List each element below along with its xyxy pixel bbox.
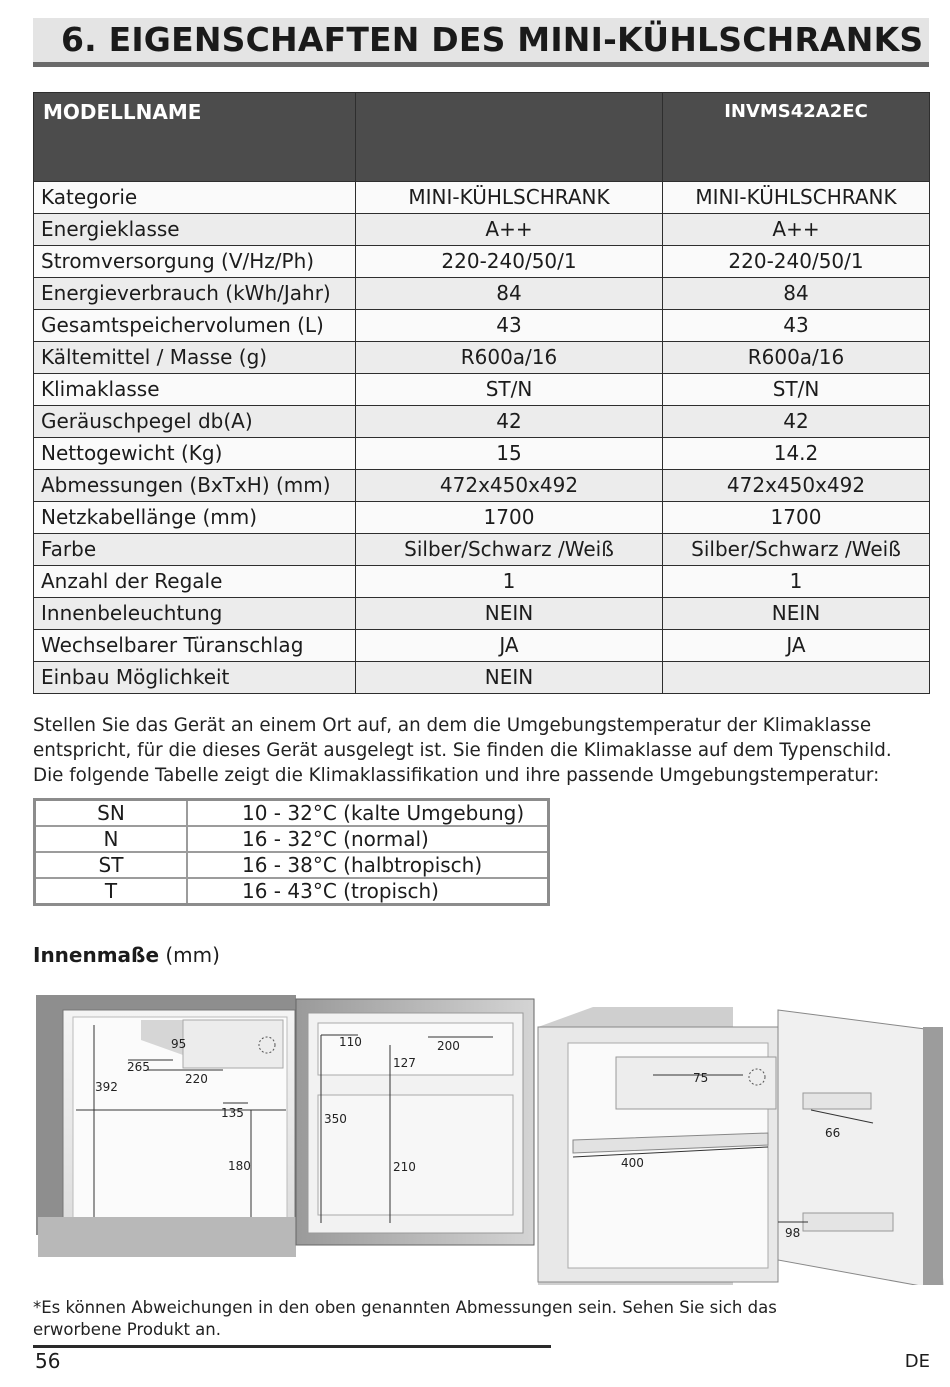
fridge-front-view [36, 995, 296, 1257]
spec-label-cell: Kältemittel / Masse (g) [34, 342, 356, 374]
spec-row [34, 470, 930, 502]
spec-value-cell: 84 [356, 278, 663, 310]
spec-value-cell: 42 [663, 406, 930, 438]
inner-dimensions-heading [33, 943, 220, 967]
dim-label: 265 [127, 1060, 150, 1074]
spec-label-cell: Kategorie [34, 182, 356, 214]
language-code: DE [904, 1351, 930, 1372]
climate-row [35, 852, 549, 878]
spec-row [34, 630, 930, 662]
dim-label: 110 [339, 1035, 362, 1049]
spec-row [34, 278, 930, 310]
climate-paragraph [33, 713, 933, 788]
footnote [33, 1297, 913, 1341]
climate-class-table [33, 798, 550, 906]
spec-label-cell: Stromversorgung (V/Hz/Ph) [34, 246, 356, 278]
spec-value-cell: 15 [356, 438, 663, 470]
dim-label: 127 [393, 1056, 416, 1070]
climate-class-cell: SN [35, 800, 188, 827]
spec-row [34, 438, 930, 470]
climate-range-cell: 16 - 38°C (halbtropisch) [187, 852, 549, 878]
climate-range-cell: 10 - 32°C (kalte Umgebung) [187, 800, 549, 827]
spec-label-cell: Wechselbarer Türanschlag [34, 630, 356, 662]
spec-label-cell: Geräuschpegel db(A) [34, 406, 356, 438]
dim-label: 180 [228, 1159, 251, 1173]
heading-underline [33, 62, 929, 67]
header-model-code: INVMS42A2EC [663, 93, 930, 182]
dim-label: 200 [437, 1039, 460, 1053]
spec-value-cell: MINI-KÜHLSCHRANK [356, 182, 663, 214]
spec-label-cell: Energieklasse [34, 214, 356, 246]
dim-label: 95 [171, 1037, 187, 1051]
footnote-line: *Es können Abweichungen in den oben genannten Abmessungen sein. Sehen Sie sich das [33, 1298, 777, 1317]
dim-label: 220 [185, 1072, 208, 1086]
spec-value-cell: Silber/Schwarz /Weiß [663, 534, 930, 566]
spec-label-cell: Klimaklasse [34, 374, 356, 406]
spec-value-cell: ST/N [663, 374, 930, 406]
spec-value-cell: 84 [663, 278, 930, 310]
spec-value-cell: 220-240/50/1 [663, 246, 930, 278]
spec-value-cell: 43 [356, 310, 663, 342]
spec-value-cell: 43 [663, 310, 930, 342]
section-title: 6. EIGENSCHAFTEN DES MINI-KÜHLSCHRANKS [61, 20, 924, 59]
dim-label: 350 [324, 1112, 347, 1126]
spec-row [34, 566, 930, 598]
climate-range-cell: 16 - 43°C (tropisch) [187, 878, 549, 905]
climate-class-cell: N [35, 826, 188, 852]
spec-label-cell: Nettogewicht (Kg) [34, 438, 356, 470]
page-number: 56 [35, 1349, 61, 1373]
spec-label-cell: Abmessungen (BxTxH) (mm) [34, 470, 356, 502]
spec-row [34, 342, 930, 374]
fridge-dimensions-image [33, 985, 945, 1285]
climate-row [35, 878, 549, 905]
spec-value-cell: R600a/16 [663, 342, 930, 374]
spec-value-cell: JA [356, 630, 663, 662]
spec-label-cell: Anzahl der Regale [34, 566, 356, 598]
climate-range-cell: 16 - 32°C (normal) [187, 826, 549, 852]
spec-value-cell: 42 [356, 406, 663, 438]
spec-value-cell: 472x450x492 [356, 470, 663, 502]
spec-label-cell: Gesamtspeichervolumen (L) [34, 310, 356, 342]
spec-value-cell: 1 [663, 566, 930, 598]
dim-label: 392 [95, 1080, 118, 1094]
spec-row [34, 374, 930, 406]
spec-value-cell: 220-240/50/1 [356, 246, 663, 278]
inner-dimensions-unit: (mm) [165, 943, 220, 967]
paragraph-line: entspricht, für die dieses Gerät ausgelegt ist. Sie finden die Klimaklasse auf dem Typenschild. [33, 740, 892, 761]
spec-label-cell: Netzkabellänge (mm) [34, 502, 356, 534]
header-empty [356, 93, 663, 182]
climate-class-cell: T [35, 878, 188, 905]
inner-dimensions-title: Innenmaße [33, 943, 160, 967]
climate-row [35, 800, 549, 827]
spec-row [34, 406, 930, 438]
dim-label: 210 [393, 1160, 416, 1174]
dim-label: 75 [693, 1071, 709, 1085]
spec-row [34, 662, 930, 694]
dim-label: 135 [221, 1106, 244, 1120]
spec-value-cell: 472x450x492 [663, 470, 930, 502]
spec-row [34, 598, 930, 630]
spec-header-row [34, 93, 930, 182]
spec-value-cell: NEIN [356, 662, 663, 694]
footnote-line: erworbene Produkt an. [33, 1320, 221, 1339]
paragraph-line: Die folgende Tabelle zeigt die Klimaklassifikation und ihre passende Umgebungstemperatur: [33, 765, 880, 786]
spec-value-cell: 1700 [663, 502, 930, 534]
spec-value-cell: R600a/16 [356, 342, 663, 374]
section-heading [33, 18, 929, 62]
spec-label-cell: Farbe [34, 534, 356, 566]
spec-value-cell: A++ [663, 214, 930, 246]
climate-row [35, 826, 549, 852]
spec-row [34, 310, 930, 342]
spec-value-cell: 1 [356, 566, 663, 598]
spec-label-cell: Innenbeleuchtung [34, 598, 356, 630]
spec-value-cell: NEIN [356, 598, 663, 630]
spec-value-cell: NEIN [663, 598, 930, 630]
footer-rule [33, 1345, 551, 1348]
climate-class-cell: ST [35, 852, 188, 878]
spec-row [34, 182, 930, 214]
paragraph-line: Stellen Sie das Gerät an einem Ort auf, an dem die Umgebungstemperatur der Klimaklasse [33, 715, 872, 736]
header-model-name: MODELLNAME [34, 93, 356, 182]
spec-row [34, 502, 930, 534]
spec-row [34, 534, 930, 566]
dim-label: 400 [621, 1156, 644, 1170]
spec-value-cell: A++ [356, 214, 663, 246]
spec-value-cell: JA [663, 630, 930, 662]
spec-value-cell: 1700 [356, 502, 663, 534]
spec-row [34, 214, 930, 246]
spec-label-cell: Energieverbrauch (kWh/Jahr) [34, 278, 356, 310]
spec-value-cell: MINI-KÜHLSCHRANK [663, 182, 930, 214]
fridge-open-view [538, 1007, 943, 1285]
spec-value-cell: Silber/Schwarz /Weiß [356, 534, 663, 566]
specifications-table [33, 92, 930, 694]
spec-value-cell: ST/N [356, 374, 663, 406]
spec-value-cell [663, 662, 930, 694]
dim-label: 98 [785, 1226, 801, 1240]
spec-value-cell: 14.2 [663, 438, 930, 470]
spec-row [34, 246, 930, 278]
spec-label-cell: Einbau Möglichkeit [34, 662, 356, 694]
dim-label: 66 [825, 1126, 841, 1140]
